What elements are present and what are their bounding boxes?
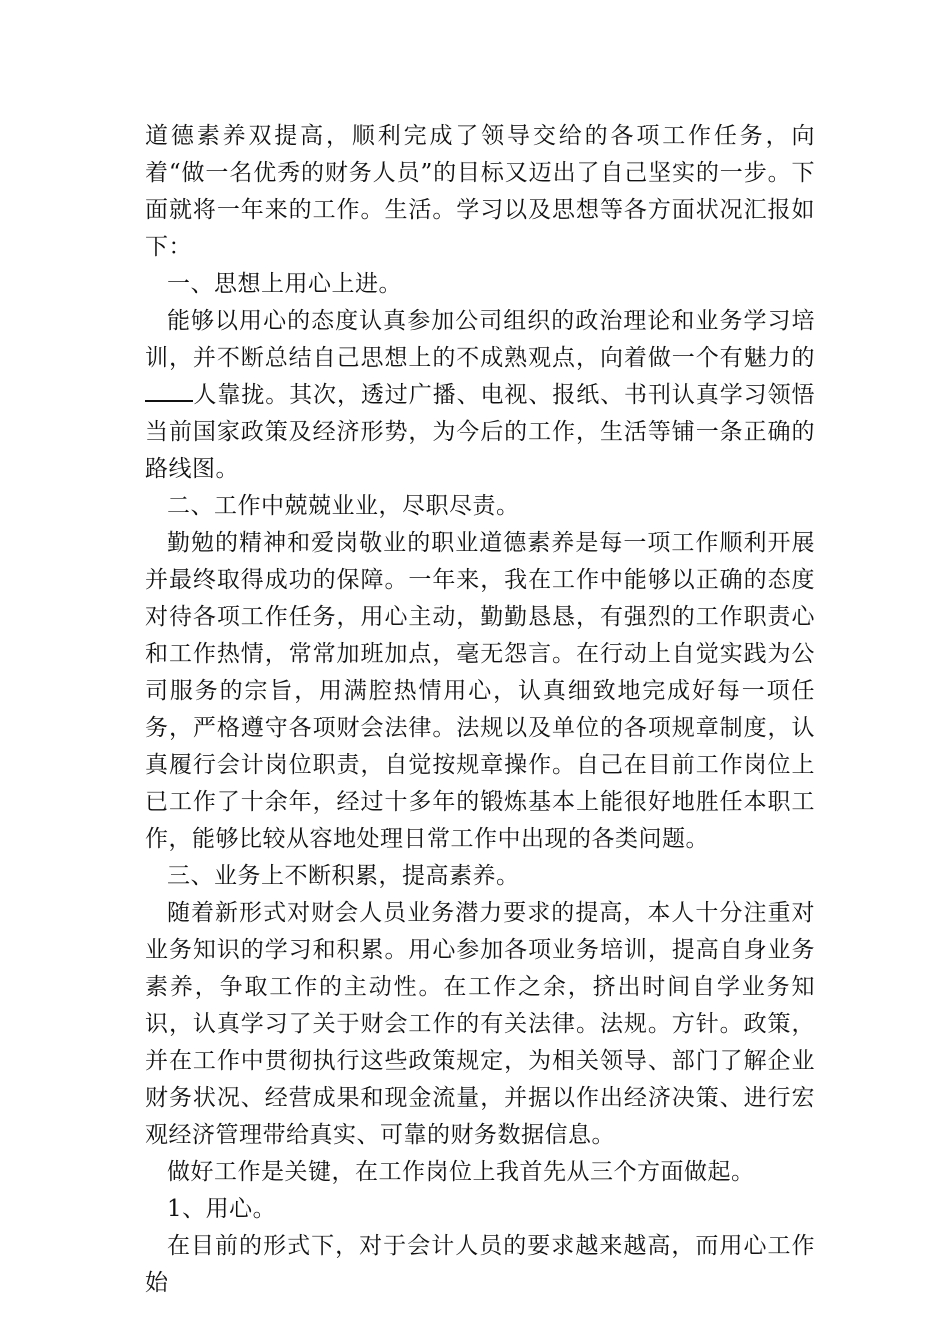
paragraph: 在目前的形式下，对于会计人员的要求越来越高，而用心工作始: [145, 1233, 815, 1296]
paragraph: [145, 303, 815, 488]
fill-in-blank: [145, 380, 193, 402]
subsection-heading: 1、用心。: [167, 1196, 277, 1222]
section-heading: 一、思想上用心上进。: [167, 271, 402, 297]
paragraph: 随着新形式对财会人员业务潜力要求的提高，本人十分注重对业务知识的学习和积累。用心参加各项业务培训，提高自身业务素养，争取工作的主动性。在工作之余，挤出时间自学业务知识，认真学习了关于财会工作的有关法律。法规。方针。政策，并在工作中贯彻执行这些政策规定，为相关领导、部门了解企业财务状况、经营成果和现金流量，并据以作出经济决策、进行宏观经济管理带给真实、可靠的财务数据信息。: [145, 900, 815, 1148]
document-body: [145, 118, 815, 1302]
paragraph-text: 人靠拢。其次，透过广播、电视、报纸、书刊认真学习领悟当前国家政策及经济形势，为今后的工作，生活等铺一条正确的路线图。: [145, 382, 815, 482]
section-heading: 二、工作中兢兢业业，尽职尽责。: [167, 493, 520, 519]
paragraph: 勤勉的精神和爱岗敬业的职业道德素养是每一项工作顺利开展并最终取得成功的保障。一年来，我在工作中能够以正确的态度对待各项工作任务，用心主动，勤勤恳恳，有强烈的工作职责心和工作热情，常常加班加点，毫无怨言。在行动上自觉实践为公司服务的宗旨，用满腔热情用心，认真细致地完成好每一项任务，严格遵守各项财会法律。法规以及单位的各项规章制度，认真履行会计岗位职责，自觉按规章操作。自己在目前工作岗位上已工作了十余年，经过十多年的锻炼基本上能很好地胜任本职工作，能够比较从容地处理日常工作中出现的各类问题。: [145, 530, 815, 852]
paragraph-text: 能够以用心的态度认真参加公司组织的政治理论和业务学习培训，并不断总结自己思想上的不成熟观点，向着做一个有魅力的: [145, 308, 815, 371]
paragraph: 道德素养双提高，顺利完成了领导交给的各项工作任务，向着“做一名优秀的财务人员”的目标又迈出了自己坚实的一步。下面就将一年来的工作。生活。学习以及思想等各方面状况汇报如下：: [145, 123, 815, 260]
paragraph: 做好工作是关键，在工作岗位上我首先从三个方面做起。: [167, 1159, 755, 1185]
section-heading: 三、业务上不断积累，提高素养。: [167, 863, 520, 889]
